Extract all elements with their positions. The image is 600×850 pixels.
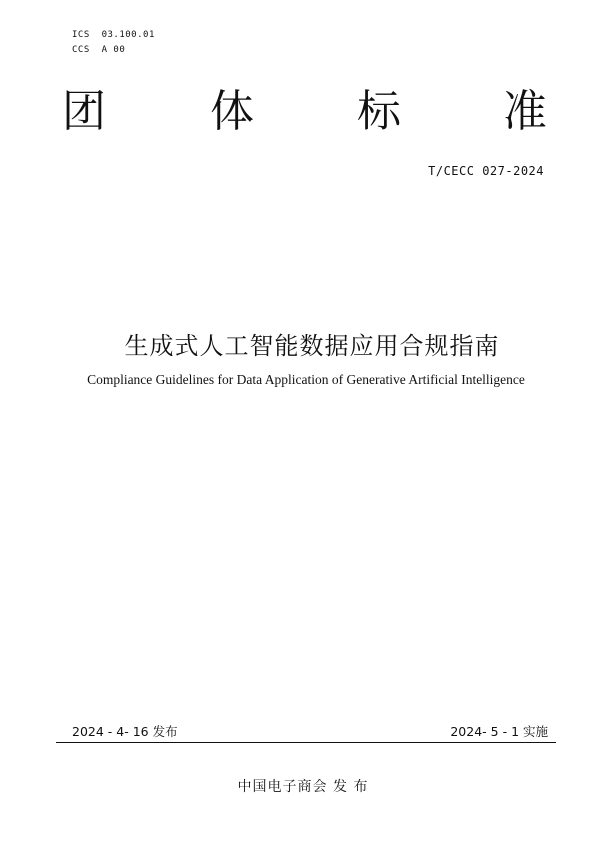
heading-char-biao: 标 (357, 86, 401, 137)
ccs-code: CCS A 00 (72, 45, 126, 55)
ics-code: ICS 03.100.01 (72, 30, 155, 40)
heading-char-ti: 体 (210, 86, 254, 137)
standard-number: T/CECC 027-2024 (428, 164, 544, 178)
publisher: 中国电子商会 发 布 (237, 779, 369, 795)
heading-char-tuan: 团 (62, 86, 106, 137)
document-title-chinese: 生成式人工智能数据应用合规指南 (124, 332, 500, 360)
divider-line (56, 742, 556, 743)
heading-char-zhun: 准 (503, 86, 547, 137)
implementation-date: 2024- 5 - 1 实施 (450, 724, 548, 739)
document-title-english: Compliance Guidelines for Data Application of Generative Artificial Intelligence (87, 372, 525, 387)
issue-date: 2024 - 4- 16 发布 (72, 724, 178, 739)
